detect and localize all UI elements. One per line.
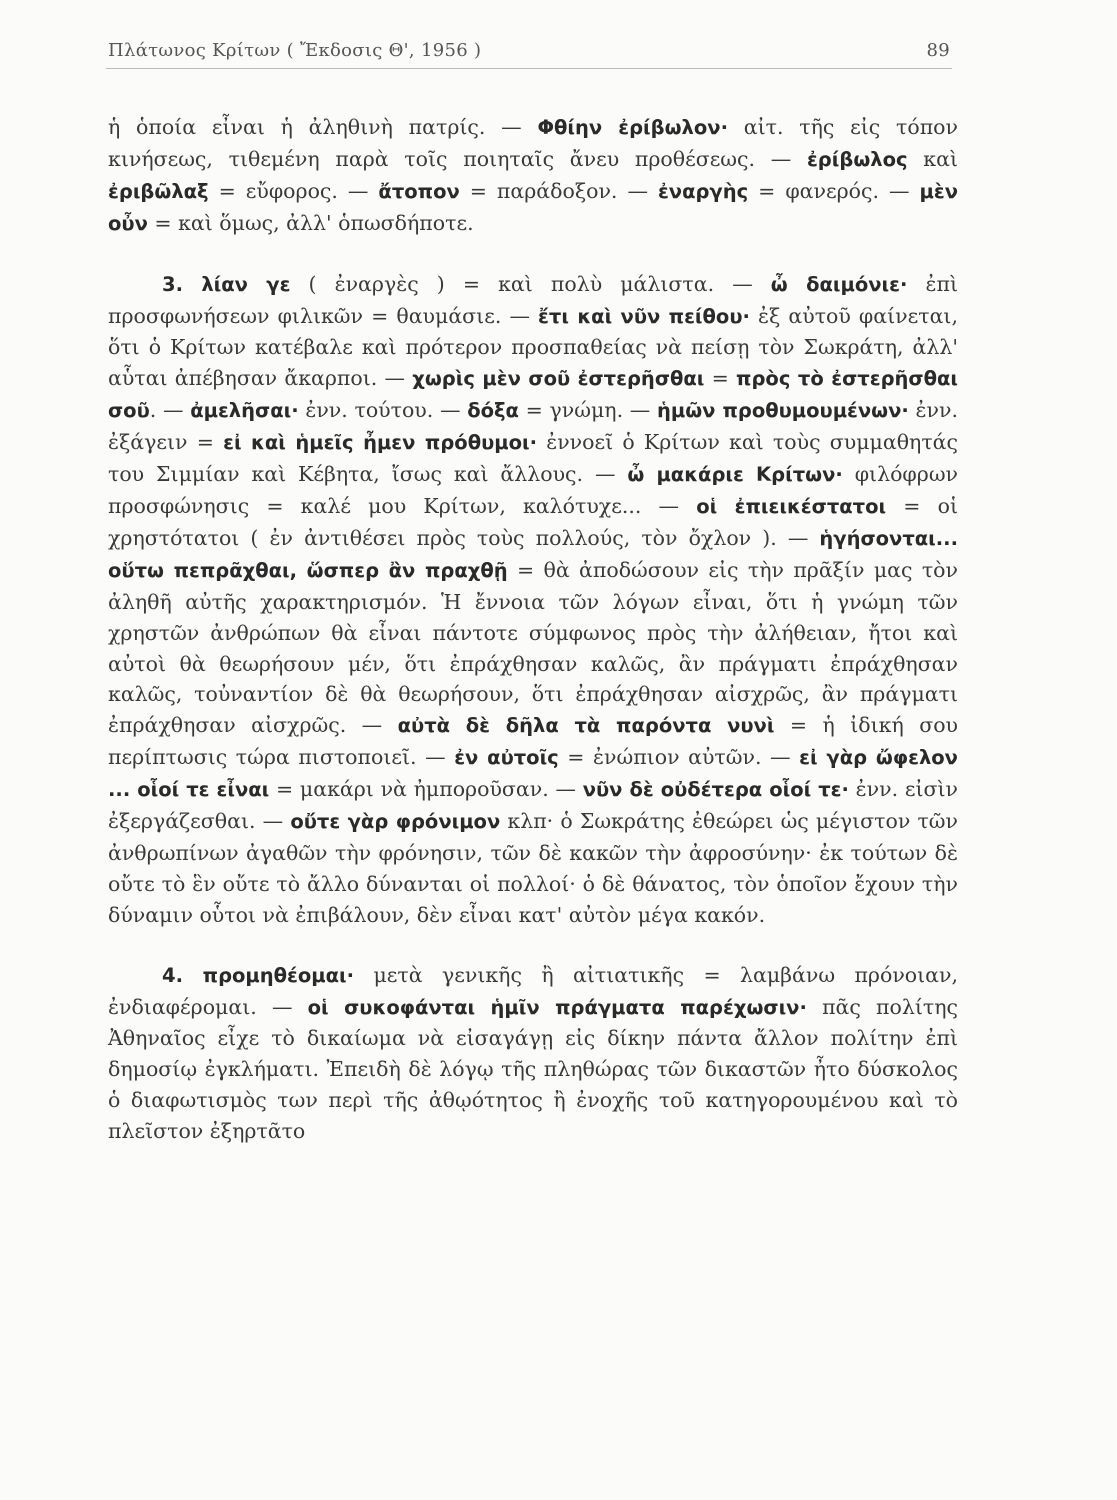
commentary-text: = καὶ ὅμως, ἀλλ' ὁπωσδήποτε. — [147, 210, 474, 235]
lemma: ἐριβῶλαξ — [108, 179, 209, 203]
commentary-text: ἐξ αὐτοῦ φαίνεται, ὅτι ὁ Κρίτων κατέβαλε καὶ πρότερον προσπαθείας νὰ πείσῃ τὸν Σωκράτη, ἀλλ' αὗται ἀπέβησαν ἄκαρποι. — — [108, 303, 958, 391]
lemma: 3. λίαν γε — [162, 272, 291, 296]
lemma: εἰ γὰρ ὤφελον ... οἷοί τε εἶναι — [108, 746, 958, 802]
commentary-text: ἡ ὁποία εἶναι ἡ ἀληθινὴ πατρίς. — — [108, 115, 538, 139]
lemma: νῦν δὲ οὐδέτερα οἷοί τε· — [582, 778, 849, 802]
commentary-text: = οἱ χρηστότατοι ( ἐν ἀντιθέσει πρὸς τοὺς πολλούς, τὸν ὄχλον ). — — [108, 493, 958, 550]
lemma: οἱ ἐπιεικέστατοι — [696, 494, 887, 518]
commentary-text: ἐπὶ προσφωνήσεων φιλικῶν = θαυμάσιε. — — [108, 271, 958, 328]
commentary-text: = ἐνώπιον αὐτῶν. — — [558, 745, 800, 770]
lemma: οἱ συκοφάνται ἡμῖν πράγματα παρέχωσιν· — [307, 995, 807, 1019]
commentary-text: ἐνν. εἰσὶν ἐξεργάζεσθαι. — — [108, 777, 958, 834]
lemma: ἔτι καὶ νῦν πείθου· — [538, 304, 750, 328]
lemma: ἡμῶν προθυμουμένων· — [657, 399, 909, 423]
page-body — [108, 112, 958, 1147]
paragraph — [108, 112, 958, 240]
commentary-text: αἰτ. τῆς εἰς τόπον κινήσεως, τιθεμένη παρὰ τοῖς ποιηταῖς ἄνευ προθέσεως. — — [108, 115, 958, 171]
lemma: οὔτε γὰρ φρόνιμον — [290, 810, 501, 834]
commentary-text: ἐνν. τούτου. — — [298, 398, 468, 423]
commentary-text: καὶ — [907, 146, 958, 171]
commentary-text: = θὰ ἀποδώσουν εἰς τὴν πρᾶξίν μας τὸν ἀληθῆ αὐτῆς χαρακτηρισμόν. Ἡ ἔννοια τῶν λόγων εἶναι, ὅτι ἡ γνώμη τῶν χρηστῶν ἀνθρώπων θὰ εἶναι πάντοτε σύμφωνος πρὸς τὴν ἀλήθειαν, ἤτοι καὶ αὐτοὶ θὰ θεωρήσουν μέν, ὅτι ἐπράχθησαν καλῶς, ἂν πράγματι ἐπράχθησαν καλῶς, τοὐναντίον δὲ θὰ θεωρήσουν, ὅτι ἐπράχθησαν αἰσχρῶς, ἂν πράγματι ἐπράχθησαν αἰσχρῶς. — — [108, 557, 958, 738]
paragraph — [108, 960, 958, 1147]
lemma: ὦ δαιμόνιε· — [770, 272, 908, 296]
lemma: ἐν αὐτοῖς — [454, 746, 559, 770]
lemma: ἐναργὴς — [657, 179, 749, 203]
commentary-text: πᾶς πολίτης Ἀθηναῖος εἶχε τὸ δικαίωμα νὰ εἰσαγάγῃ εἰς δίκην πάντα ἄλλον πολίτην ἐπὶ δημοσίῳ ἐγκλήματι. Ἐπειδὴ δὲ λόγῳ τῆς πληθώρας τῶν δικαστῶν ἦτο δύσκολος ὁ διαφωτισμὸς των περὶ τῆς ἀθῳότητος ἢ ἐνοχῆς τοῦ κατηγορουμένου καὶ τὸ πλεῖστον ἐξηρτᾶτο — [108, 994, 958, 1144]
header-rule — [106, 68, 952, 69]
commentary-text: = ἡ ἰδική σου περίπτωσις τώρα πιστοποιεῖ. — — [108, 713, 959, 770]
lemma: ἡγήσονται... οὕτω πεπρᾶχθαι, ὥσπερ ἂν πραχθῇ — [108, 526, 958, 582]
lemma: εἰ καὶ ἡμεῖς ἦμεν πρόθυμοι· — [223, 431, 538, 455]
commentary-text: μετὰ γενικῆς ἢ αἰτιατικῆς = λαμβάνω πρόνοιαν, ἐνδιαφέρομαι. — — [108, 962, 958, 1019]
commentary-text: = — [704, 366, 737, 391]
commentary-text: = παράδοξον. — — [459, 178, 658, 203]
commentary-text: ἐνν. ἐξάγειν = — [108, 398, 958, 455]
lemma: Φθίην ἐρίβωλον· — [537, 116, 728, 139]
page-number: 89 — [926, 40, 950, 61]
lemma: ἀμελῆσαι· — [190, 399, 299, 423]
lemma: μὲν οὖν — [108, 179, 958, 235]
commentary-text: ἐννοεῖ ὁ Κρίτων καὶ τοὺς συμμαθητάς του Σιμμίαν καὶ Κέβητα, ἴσως καὶ ἄλλους. — — [108, 430, 958, 487]
lemma: 4. προμηθέομαι· — [162, 963, 355, 987]
lemma: ἄτοπον — [378, 179, 460, 203]
commentary-text: φιλόφρων προσφώνησις = καλέ μου Κρίτων, καλότυχε... — — [108, 462, 959, 518]
lemma: δόξα — [467, 399, 519, 423]
commentary-text: = μακάρι νὰ ἠμποροῦσαν. — — [269, 777, 583, 802]
lemma: ἐρίβωλος — [806, 147, 908, 171]
lemma: χωρὶς μὲν σοῦ ἐστερῆσθαι — [412, 367, 705, 391]
commentary-text: . — — [149, 398, 191, 423]
commentary-text: = γνώμη. — — [518, 398, 657, 423]
paragraph — [108, 269, 958, 931]
commentary-text: = φανερός. — — [748, 178, 920, 203]
running-header — [108, 40, 950, 61]
lemma: ὦ μακάριε Κρίτων· — [627, 463, 843, 487]
lemma: αὐτὰ δὲ δῆλα τὰ παρόντα νυνὶ — [397, 714, 775, 738]
commentary-text: κλπ· ὁ Σωκράτης ἐθεώρει ὡς μέγιστον τῶν ἀνθρωπίνων ἀγαθῶν τὴν φρόνησιν, τῶν δὲ κακῶν τὴν ἀφροσύνην· ἐκ τούτων δὲ οὔτε τὸ ἓν οὔτε τὸ ἄλλο δύνανται οἱ πολλοί· ὁ δὲ θάνατος, τὸν ὁποῖον ἔχουν τὴν δύναμιν οὗτοι νὰ ἐπιβάλουν, δὲν εἶναι κατ' αὐτὸν μέγα κακόν. — [108, 809, 958, 927]
commentary-text: = εὔφορος. — — [208, 178, 379, 203]
lemma: πρὸς τὸ ἐστερῆσθαι σοῦ — [108, 367, 958, 423]
commentary-text: ( ἐναργὲς ) = καὶ πολὺ μάλιστα. — — [290, 271, 771, 296]
running-title: Πλάτωνος Κρίτων ( Ἔκδοσις Θ', 1956 ) — [108, 40, 482, 61]
